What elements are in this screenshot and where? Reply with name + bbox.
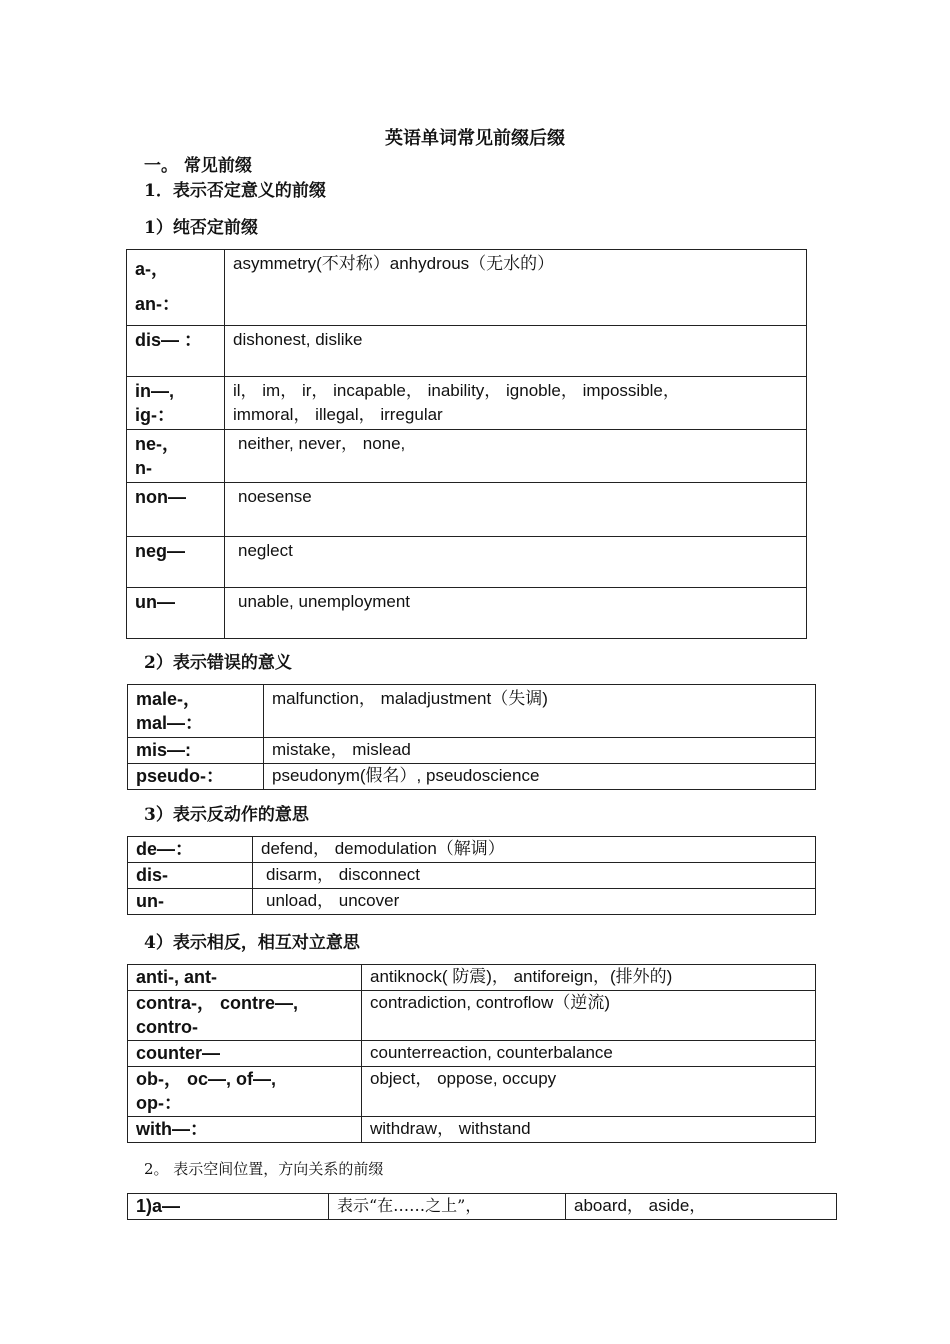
example-cell bbox=[264, 764, 816, 790]
table-row bbox=[127, 483, 807, 537]
table-row bbox=[128, 889, 816, 915]
section-heading-prefixes: 一。 常见前缀 bbox=[144, 156, 252, 176]
example-cell bbox=[225, 483, 807, 537]
table-row bbox=[128, 1194, 837, 1220]
table-pure-negative bbox=[126, 249, 807, 639]
example-text: neglect bbox=[238, 541, 293, 560]
prefix-cell bbox=[128, 1067, 362, 1117]
table-row bbox=[128, 965, 816, 991]
example-text: aboard， aside， bbox=[574, 1196, 707, 1215]
example-text: malfunction， maladjustment（失调) bbox=[272, 689, 548, 708]
example-cell bbox=[362, 1041, 816, 1067]
table-row bbox=[127, 377, 807, 430]
prefix-label: an-： bbox=[135, 294, 180, 314]
example-text: contradiction, controflow（逆流) bbox=[370, 993, 610, 1012]
heading-pure-negative: 1）纯否定前缀 bbox=[144, 218, 258, 238]
page-title: 英语单词常见前缀后缀 bbox=[385, 128, 565, 149]
example-text: asymmetry(不对称）anhydrous（无水的） bbox=[233, 254, 555, 273]
prefix-cell bbox=[127, 537, 225, 588]
prefix-label: un- bbox=[136, 891, 164, 911]
prefix-label: ig-： bbox=[135, 405, 175, 425]
example-text: il， im， ir， incapable， inability， ignoble， impossible， bbox=[233, 381, 680, 400]
prefix-label: un— bbox=[135, 592, 175, 612]
example-cell bbox=[362, 991, 816, 1041]
example-text: antiknock( 防震)， antiforeign，(排外的) bbox=[370, 967, 673, 986]
example-cell bbox=[225, 588, 807, 639]
example-cell bbox=[225, 326, 807, 377]
prefix-cell bbox=[128, 1117, 362, 1143]
example-text: pseudonym(假名）, pseudoscience bbox=[272, 766, 540, 785]
prefix-label: counter— bbox=[136, 1043, 221, 1063]
table-row bbox=[128, 991, 816, 1041]
prefix-label: dis— ： bbox=[135, 330, 203, 350]
prefix-cell bbox=[128, 991, 362, 1041]
table-row bbox=[128, 1117, 816, 1143]
example-text: unable, unemployment bbox=[238, 592, 411, 611]
prefix-label: op-： bbox=[136, 1093, 182, 1113]
table-row bbox=[128, 1041, 816, 1067]
example-text: disarm， disconnect bbox=[266, 865, 421, 884]
table-row bbox=[128, 863, 816, 889]
table-row bbox=[127, 588, 807, 639]
prefix-label: pseudo-： bbox=[136, 766, 224, 786]
prefix-cell bbox=[127, 483, 225, 537]
prefix-label: de—： bbox=[136, 839, 194, 859]
example-text: neither, never， none, bbox=[238, 434, 406, 453]
example-cell bbox=[225, 430, 807, 483]
example-cell bbox=[253, 837, 816, 863]
prefix-cell bbox=[128, 1041, 362, 1067]
example-cell bbox=[362, 1117, 816, 1143]
example-text: immoral， illegal， irregular bbox=[233, 405, 443, 424]
meaning-text: 表示“在……之上”， bbox=[337, 1196, 482, 1215]
prefix-label: in—, bbox=[135, 381, 174, 401]
heading-error-meaning: 2）表示错误的意义 bbox=[144, 653, 292, 673]
prefix-label: male-， bbox=[136, 689, 202, 709]
prefix-label: a-， bbox=[135, 259, 170, 279]
table-reverse-action bbox=[127, 836, 816, 915]
table-spatial bbox=[127, 1193, 837, 1220]
example-cell bbox=[225, 537, 807, 588]
prefix-cell bbox=[127, 588, 225, 639]
heading-opposite-meaning: 4）表示相反，相互对立意思 bbox=[144, 933, 360, 953]
example-cell bbox=[362, 965, 816, 991]
example-cell bbox=[253, 889, 816, 915]
prefix-label: dis- bbox=[136, 865, 169, 885]
prefix-cell bbox=[128, 1194, 329, 1220]
example-cell bbox=[253, 863, 816, 889]
prefix-cell bbox=[128, 738, 264, 764]
example-text: withdraw， withstand bbox=[370, 1119, 531, 1138]
example-cell bbox=[362, 1067, 816, 1117]
prefix-label: neg— bbox=[135, 541, 186, 561]
prefix-label: contra-， contre—, bbox=[136, 993, 299, 1013]
prefix-label: mal—： bbox=[136, 713, 204, 733]
prefix-cell bbox=[128, 685, 264, 738]
example-text: unload， uncover bbox=[266, 891, 400, 910]
prefix-cell bbox=[128, 764, 264, 790]
prefix-cell bbox=[127, 326, 225, 377]
example-cell bbox=[225, 250, 807, 326]
table-row bbox=[128, 685, 816, 738]
table-row bbox=[127, 250, 807, 326]
example-text: mistake， mislead bbox=[272, 740, 411, 759]
table-row bbox=[127, 326, 807, 377]
prefix-label: n- bbox=[135, 458, 152, 478]
prefix-label: anti-, ant- bbox=[136, 967, 217, 987]
table-row bbox=[128, 1067, 816, 1117]
prefix-label: contro- bbox=[136, 1017, 198, 1037]
table-row bbox=[128, 738, 816, 764]
example-cell bbox=[566, 1194, 837, 1220]
example-text: object， oppose, occupy bbox=[370, 1069, 557, 1088]
example-cell bbox=[264, 685, 816, 738]
table-row bbox=[127, 537, 807, 588]
prefix-cell bbox=[128, 965, 362, 991]
example-cell bbox=[225, 377, 807, 430]
heading-reverse-action: 3）表示反动作的意思 bbox=[144, 805, 309, 825]
prefix-label: mis—: bbox=[136, 740, 192, 760]
table-row bbox=[128, 764, 816, 790]
table-error-meaning bbox=[127, 684, 816, 790]
example-text: dishonest, dislike bbox=[233, 330, 363, 349]
prefix-cell bbox=[128, 837, 253, 863]
prefix-label: ob-， oc—, of—, bbox=[136, 1069, 276, 1089]
prefix-cell bbox=[127, 377, 225, 430]
table-row bbox=[128, 837, 816, 863]
prefix-cell bbox=[127, 250, 225, 326]
prefix-cell bbox=[127, 430, 225, 483]
prefix-cell bbox=[128, 863, 253, 889]
example-text: defend， demodulation（解调） bbox=[261, 839, 505, 858]
table-row bbox=[127, 430, 807, 483]
prefix-label: 1)a— bbox=[136, 1196, 181, 1216]
example-cell bbox=[264, 738, 816, 764]
meaning-cell bbox=[329, 1194, 566, 1220]
prefix-cell bbox=[128, 889, 253, 915]
subsection-heading-negative: 1．表示否定意义的前缀 bbox=[144, 181, 326, 201]
prefix-label: ne-， bbox=[135, 434, 180, 454]
example-text: counterreaction, counterbalance bbox=[370, 1043, 613, 1062]
table-opposite-meaning bbox=[127, 964, 816, 1143]
prefix-label: with—： bbox=[136, 1119, 208, 1139]
prefix-label: non— bbox=[135, 487, 186, 507]
subsection-heading-spatial: 2。 表示空间位置，方向关系的前缀 bbox=[144, 1160, 384, 1178]
example-text: noesense bbox=[238, 487, 312, 506]
